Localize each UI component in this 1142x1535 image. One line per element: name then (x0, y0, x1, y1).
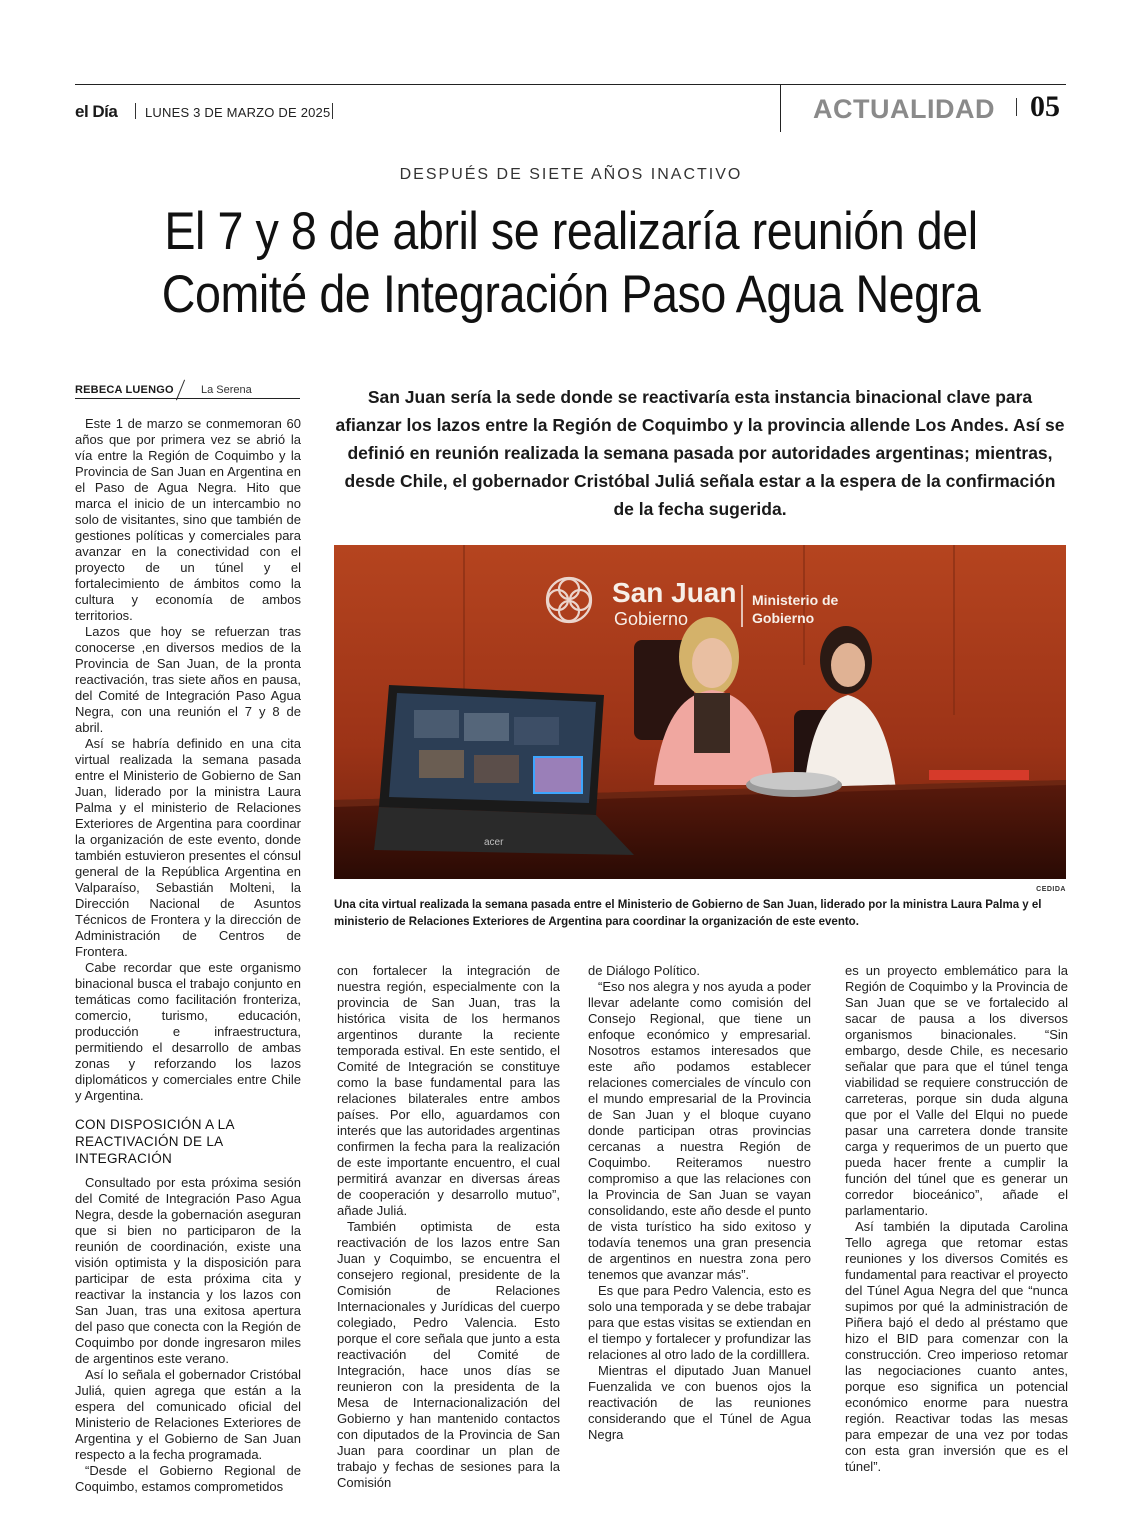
paragraph: Mientras el diputado Juan Manuel Fuenzalida ve con buenos ojos la reactivación de las reuniones considerando que el Túnel de Agua Negra (588, 1363, 811, 1442)
photo-caption: Una cita virtual realizada la semana pasada entre el Ministerio de Gobierno de San Juan, liderado por la ministra Laura Palma y el ministerio de Relaciones Exteriores de Argentina para coordinar la organización de este evento. (334, 899, 1042, 928)
paragraph: Consultado por esta próxima sesión del Comité de Integración Paso Agua Negra, desde la gobernación aseguran que si bien no participaron de la reunión de coordinación, existe una visión optimista y la disposición para participar de esta próxima cita y reactivar la instancia y los lazos con San Juan, tras una exitosa apertura del paso que conecta con la Región de Coquimbo por donde ingresaron miles de argentinos este verano. (75, 1175, 301, 1366)
author-name: REBECA LUENGO (75, 384, 174, 396)
newspaper-brand: el Día (75, 102, 118, 121)
paragraph: También optimista de esta reactivación de los lazos entre San Juan y Coquimbo, se encuentra el consejero regional, presidente de la Comisión de Relaciones Internacionales y Jurídicas del cuerpo colegiado, Pedro Valencia. Esto porque el core señala que junto a esta reactivación del Comité de Integración, hace unos días se reunieron con la presidenta de la Mesa de Internacionalización del Gobierno y han mantenido contactos con diputados de la Provincia de San Juan para coordinar un plan de trabajo y fechas de sesiones para la Comisión (337, 1219, 560, 1490)
paragraph: de Diálogo Político. (588, 963, 701, 978)
article-column-4 (845, 963, 1068, 1475)
byline-divider (176, 380, 185, 401)
paragraph: “Desde el Gobierno Regional de Coquimbo, estamos comprometidos (75, 1463, 301, 1494)
paragraph: Así también la diputada Carolina Tello agrega que retomar estas reuniones y los diversos Comités es fundamental para reactivar el proyecto del Túnel Agua Negra del que “nunca supimos por qué la administración de Piñera bajó el dedo al préstamo que hizo el BID para comenzar con la construcción. Creo imperioso retomar las negociaciones cuanto antes, porque eso significa un potencial económico enorme para nuestra región. Reactivar todas las mesas para empezar de una vez por todas con esta gran inversión que es el túnel”. (845, 1219, 1068, 1474)
header-separator (332, 103, 333, 119)
paragraph: “Eso nos alegra y nos ayuda a poder llevar adelante como comisión del Consejo Regional, que tiene un enfoque económico y empresarial. Nosotros estamos interesados que este año podamos establecer relaciones comerciales de vínculo con el mundo empresarial de la Provincia de San Juan y el bloque cuyano donde participan otras provincias cercanas a nuestra Región de Coquimbo. Reiteramos nuestro compromiso a que las relaciones con la Provincia de San Juan se vayan consolidando, este año desde el punto de vista turístico ha sido exitoso y todavía tenemos una gran presencia de argentinos en nuestra zona pero tenemos que avanzar más”. (588, 979, 811, 1282)
header-vertical-rule (780, 84, 781, 132)
paragraph: Lazos que hoy se refuerzan tras conocerse ,en diversos medios de la Provincia de San Juan, de la pronta reactivación, tras siete años en pausa, del Comité de Integración Paso Agua Negra, con una reunión el 7 y 8 de abril. (75, 624, 301, 735)
article-column-1 (75, 416, 301, 1495)
subheading: CON DISPOSICIÓN A LA REACTIVACIÓN DE LA INTEGRACIÓN (75, 1117, 235, 1166)
photo-credit: CEDIDA (1036, 886, 1066, 893)
article-headline (121, 200, 1020, 326)
header-separator (135, 103, 136, 119)
headline-line-2: Comité de Integración Paso Agua Negra (161, 265, 981, 324)
article-column-3 (588, 963, 811, 1443)
laptop-brand-label: acer (484, 837, 504, 848)
paragraph: Es que para Pedro Valencia, esto es solo una temporada y se debe trabajar para que estas visitas se extiendan en el tiempo y fortalecer y profundizar las relaciones al otro lado de la cordilllera. (588, 1283, 811, 1362)
paragraph: Así lo señala el gobernador Cristóbal Juliá, quien agrega que están a la espera del comunicado oficial del Ministerio de Relaciones Exteriores de Argentina y el Gobierno de San Juan respecto a la fecha programada. (75, 1367, 301, 1462)
paragraph: con fortalecer la integración de nuestra región, especialmente con la provincia de San Juan, tras la histórica visita de los hermanos argentinos durante la reciente temporada estival. En este sentido, el Comité de Integración se constituye como la base fundamental para las relaciones bilaterales entre ambos países. Por ello, aguardamos con interés que las autoridades argentinas confirmen la fecha para la realización de este importante encuentro, el cual permitirá avanzar en diversas áreas de cooperación y desarrollo mutuo”, añade Juliá. (337, 963, 560, 1218)
page-number: 05 (1030, 90, 1060, 123)
wall-ministry-line-1: Ministerio de (752, 592, 839, 608)
article-kicker: DESPUÉS DE SIETE AÑOS INACTIVO (399, 166, 743, 183)
byline (75, 383, 300, 399)
wall-logo-subtitle: Gobierno (614, 609, 689, 629)
header-separator (1016, 98, 1017, 116)
issue-date: LUNES 3 DE MARZO DE 2025 (145, 105, 331, 120)
wall-logo-title: San Juan (612, 577, 737, 608)
paragraph: es un proyecto emblemático para la Región de Coquimbo y la Provincia de San Juan que se ve fortalecido al sacar de pausa a los diversos organismos binacionales. “Sin embargo, desde Chile, es necesario señalar que para que el túnel tenga viabilidad se requiere construcción de carreteras, porque sin duda alguna que por el Valle del Elqui no puede pasar una carretera donde transite carga y requerimos de un puerto que pueda hacer frente a cumplir la función del túnel que es generar un corredor bioceánico”, añade el parlamentario. (845, 963, 1068, 1218)
article-lede: San Juan sería la sede donde se reactivaría esta instancia binacional clave para afianzar los lazos entre la Región de Coquimbo y la provincia allende Los Andes. Así se definió en reunión realizada la semana pasada por autoridades argentinas; mientras, desde Chile, el gobernador Cristóbal Juliá señala estar a la espera de la confirmación de la fecha sugerida. (335, 387, 1065, 519)
paragraph: Cabe recordar que este organismo binacional busca el trabajo conjunto en temáticas como facilitación fronteriza, comercio, turismo, educación, producción e infraestructura, permitiendo el desarrollo de ambas zonas y reforzando los lazos diplomáticos y comerciales entre Chile y Argentina. (75, 960, 301, 1103)
section-name: ACTUALIDAD (813, 94, 995, 124)
wall-ministry-line-2: Gobierno (752, 610, 815, 626)
laptop (374, 685, 634, 855)
header-top-rule (75, 84, 1066, 85)
article-column-2 (337, 963, 560, 1491)
dateline-location: La Serena (201, 384, 252, 396)
paragraph: Este 1 de marzo se conmemoran 60 años que por primera vez se abrió la vía entre la Región de Coquimbo y la Provincia de San Juan en Argentina en el Paso de Agua Negra. Hito que marca el inicio de un intercambio no solo de visitantes, sino que también de gestiones políticas y comerciales para avanzar en la conectividad con el proyecto de un túnel y el fortalecimiento de ámbitos como la cultura y economía de ambos territorios. (75, 416, 301, 623)
page-header (75, 86, 1066, 132)
headline-line-1: El 7 y 8 de abril se realizaría reunión del (164, 202, 978, 261)
meeting-photo-illustration (334, 545, 1066, 879)
paragraph: Así se habría definido en una cita virtual realizada la semana pasada entre el Ministerio de Gobierno de San Juan, liderado por la ministra Laura Palma y el ministerio de Relaciones Exteriores de Argentina para coordinar la organización de este evento, donde también estuvieron presentes el cónsul general de la República Argentina en Valparaíso, Sebastián Molteni, la Dirección Nacional de Asuntos Técnicos de Frontera y la dirección de Administración de Centros de Frontera. (75, 736, 301, 959)
article-photo (334, 545, 1066, 879)
